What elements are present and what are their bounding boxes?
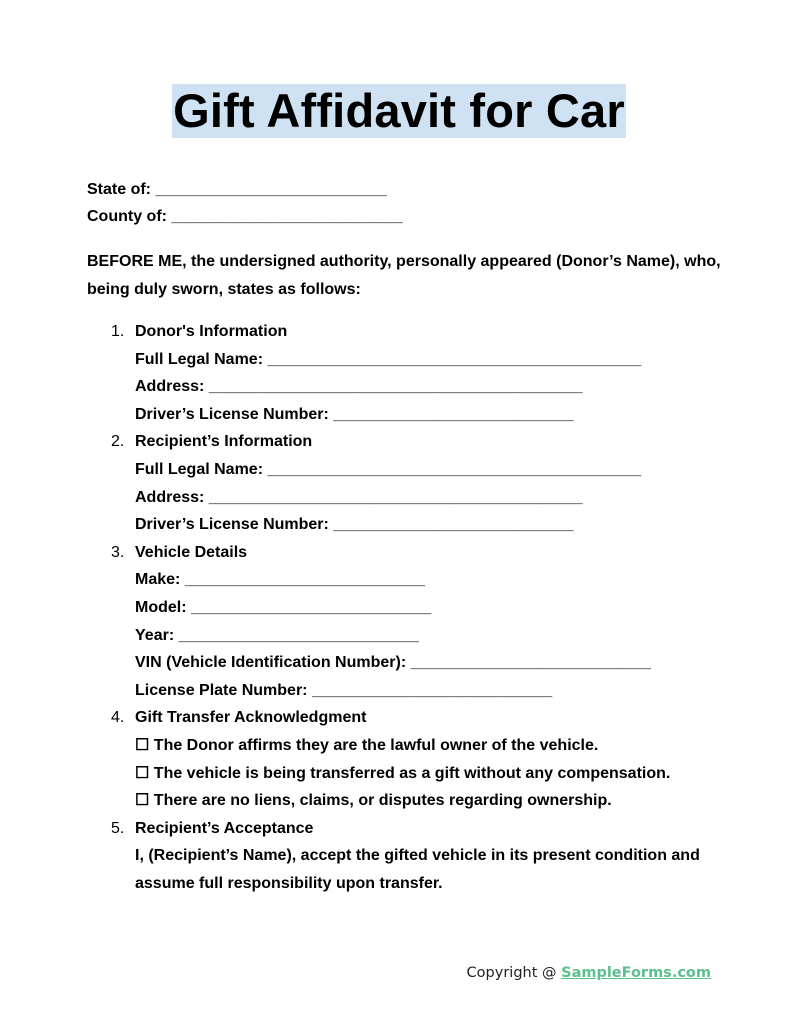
recipient-full-legal-name-field: Full Legal Name: __________________________________________: [135, 460, 642, 478]
section-number: 2.: [111, 433, 125, 451]
checkbox-no-liens[interactable]: ☐ There are no liens, claims, or disputes regarding ownership.: [135, 792, 612, 810]
section-heading: Donor's Information: [135, 323, 288, 340]
document-title: Gift Affidavit for Car: [173, 84, 625, 137]
donor-license-field: Driver’s License Number: ___________________________: [135, 405, 574, 423]
section-gift-transfer-acknowledgment: [0, 704, 798, 814]
copyright-text: Copyright @: [466, 965, 562, 981]
section-vehicle-details: [0, 539, 798, 705]
checkbox-gift-no-compensation[interactable]: ☐ The vehicle is being transferred as a gift without any compensation.: [135, 764, 671, 782]
donor-address-field: Address: __________________________________________: [135, 378, 583, 396]
checkbox-lawful-owner[interactable]: ☐ The Donor affirms they are the lawful owner of the vehicle.: [135, 736, 599, 754]
vehicle-license-plate-field: License Plate Number: ___________________________: [135, 681, 553, 699]
recipient-address-field: Address: __________________________________________: [135, 488, 583, 506]
section-number: 1.: [111, 323, 125, 340]
section-heading: Recipient’s Acceptance: [135, 819, 314, 837]
donor-full-legal-name-field: Full Legal Name: __________________________________________: [135, 350, 642, 368]
section-recipient-information: [0, 428, 798, 538]
section-recipient-acceptance: [0, 815, 798, 899]
vehicle-vin-field: VIN (Vehicle Identification Number): ___________________________: [135, 654, 651, 672]
title-container: [0, 84, 798, 138]
section-number: 4.: [111, 709, 125, 727]
state-field: State of: __________________________: [87, 181, 387, 198]
vehicle-make-field: Make: ___________________________: [135, 571, 426, 589]
county-field: County of: __________________________: [87, 208, 403, 225]
section-heading: Gift Transfer Acknowledgment: [135, 709, 367, 727]
intro-paragraph: BEFORE ME, the undersigned authority, personally appeared (Donor’s Name), who, being duly sworn, states as follows:: [87, 253, 721, 298]
acceptance-statement: I, (Recipient’s Name), accept the gifted vehicle in its present condition and assume full responsibility upon transfer.: [135, 847, 700, 893]
section-heading: Recipient’s Information: [135, 433, 313, 451]
vehicle-year-field: Year: ___________________________: [135, 626, 419, 644]
section-number: 3.: [111, 543, 125, 561]
sections-list: [0, 318, 798, 898]
section-heading: Vehicle Details: [135, 543, 248, 561]
vehicle-model-field: Model: ___________________________: [135, 598, 432, 616]
copyright-footer: [467, 965, 711, 981]
recipient-license-field: Driver’s License Number: ___________________________: [135, 516, 574, 534]
sampleforms-link[interactable]: SampleForms.com: [561, 965, 711, 981]
section-number: 5.: [111, 819, 125, 837]
section-donor-information: [0, 318, 798, 428]
